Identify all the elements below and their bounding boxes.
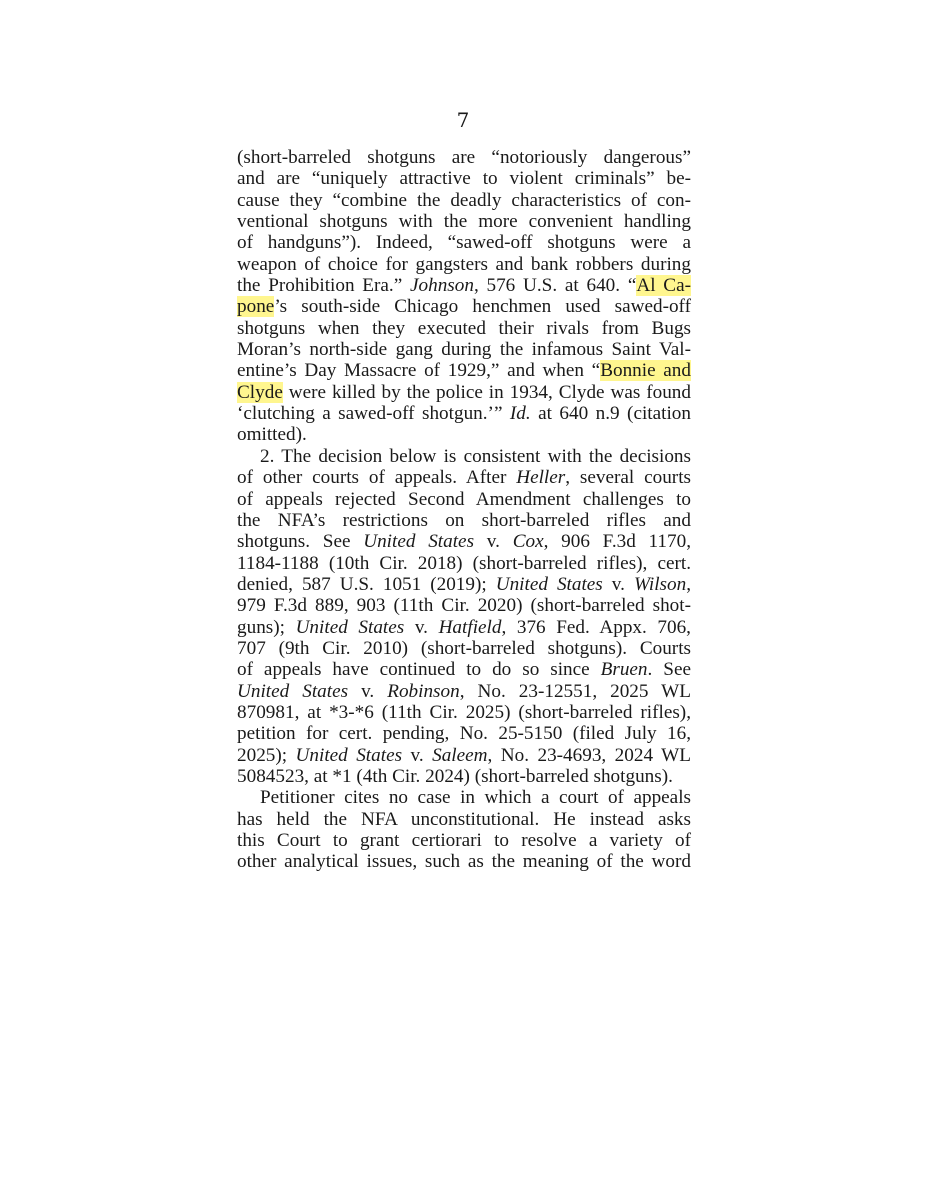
page-number: 7	[456, 108, 470, 132]
text-line: ventional shotguns with the more convenient handling	[237, 211, 691, 233]
text-line: United States v. Robinson, No. 23-12551, 2025 WL	[237, 680, 691, 702]
text-line: cause they “combine the deadly characteristics of con-	[237, 189, 691, 211]
text-line: 1184-1188 (10th Cir. 2018) (short-barreled rifles), cert.	[237, 552, 691, 574]
text-line: Moran’s north-side gang during the infamous Saint Val-	[237, 339, 691, 361]
text-line: denied, 587 U.S. 1051 (2019); United States v. Wilson,	[237, 573, 691, 595]
case-name: Johnson	[409, 275, 474, 297]
text-line: omitted).	[237, 424, 307, 446]
text-line: other analytical issues, such as the meaning of the word	[237, 851, 691, 873]
text-line: (short-barreled shotguns are “notoriously dangerous”	[237, 147, 691, 168]
text-line: of handguns”). Indeed, “sawed-off shotguns were a	[237, 232, 691, 254]
text-line: Clyde were killed by the police in 1934, Clyde was found	[237, 381, 691, 403]
highlight-al-capone-cont: pone	[237, 296, 275, 318]
text-line: the NFA’s restrictions on short-barreled rifles and	[237, 509, 691, 531]
text-line: shotguns. See United States v. Cox, 906 F.3d 1170,	[237, 531, 692, 553]
text-line: has held the NFA unconstitutional. He instead asks	[237, 808, 691, 830]
text-line: and are “uniquely attractive to violent criminals” be-	[237, 168, 691, 190]
text-line: 979 F.3d 889, 903 (11th Cir. 2020) (short-barreled shot-	[237, 595, 691, 617]
highlight-clyde: Clyde	[237, 381, 283, 403]
text-line: of appeals rejected Second Amendment challenges to	[237, 488, 691, 510]
text-line: this Court to grant certiorari to resolve a variety of	[237, 830, 691, 851]
paragraph-start: Petitioner cites no case in which a court of appeals	[260, 787, 691, 809]
text-line: ‘clutching a sawed-off shotgun.’” Id. at 640 n.9 (citation	[237, 403, 691, 425]
paragraph-start: 2. The decision below is consistent with the decisions	[260, 445, 691, 467]
text-line: 870981, at *3-*6 (11th Cir. 2025) (short-barreled rifles),	[237, 701, 691, 723]
body-text	[237, 147, 691, 873]
text-line: petition for cert. pending, No. 25-5150 (filed July 16,	[237, 723, 691, 745]
text-line: pone’s south-side Chicago henchmen used sawed-off	[237, 296, 691, 318]
text-line: 2025); United States v. Saleem, No. 23-4693, 2024 WL	[237, 744, 691, 766]
text-line: shotguns when they executed their rivals from Bugs	[237, 317, 691, 339]
highlight-al-capone: Al Ca-	[636, 275, 691, 297]
text-line: 5084523, at *1 (4th Cir. 2024) (short-barreled shotguns).	[237, 765, 673, 787]
case-name: Heller	[516, 467, 566, 489]
text-line: entine’s Day Massacre of 1929,” and when “Bonnie and	[237, 360, 691, 382]
text-line: weapon of choice for gangsters and bank robbers during	[237, 253, 691, 275]
text-line: guns); United States v. Hatfield, 376 Fed. Appx. 706,	[237, 616, 691, 638]
highlight-bonnie-and-clyde: Bonnie and	[600, 360, 691, 382]
text-line: of appeals have continued to do so since Bruen. See	[237, 659, 691, 681]
text-line: 707 (9th Cir. 2010) (short-barreled shotguns). Courts	[237, 637, 691, 659]
text-line: the Prohibition Era.” Johnson, 576 U.S. at 640. “Al Ca-	[237, 275, 691, 297]
text-line: of other courts of appeals. After Heller, several courts	[237, 467, 691, 489]
